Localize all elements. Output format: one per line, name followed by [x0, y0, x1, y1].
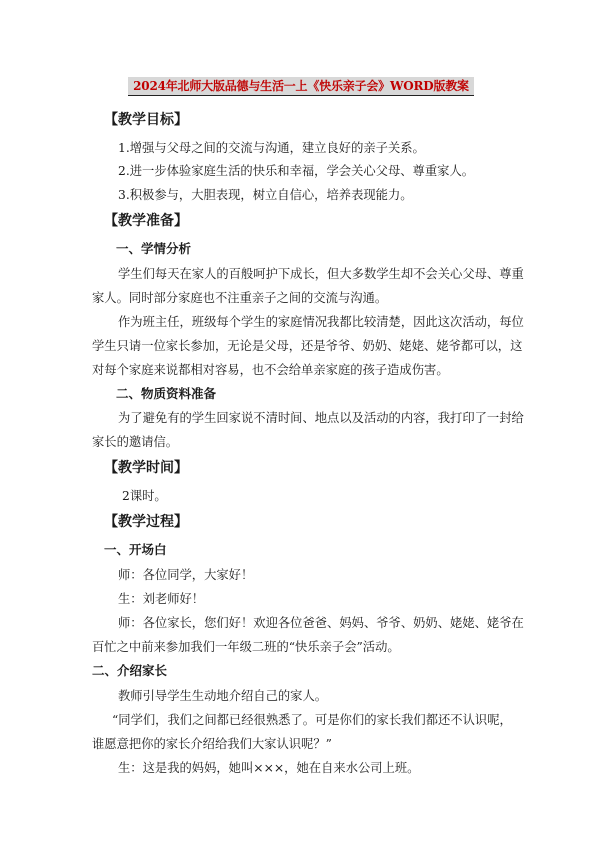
paragraph-line: 对每个家庭来说都相对容易，也不会给单亲家庭的孩子造成伤害。: [92, 363, 449, 377]
goal-item-3: 3.积极参与，大胆表现，树立自信心，培养表现能力。: [118, 188, 413, 202]
subheading-opening: 一、开场白: [104, 542, 167, 557]
subheading-introduce-parents: 二、介绍家长: [92, 663, 168, 678]
paragraph-line: 家人。同时部分家庭也不注重亲子之间的交流与沟通。: [92, 291, 388, 305]
section-heading-prep: 【教学准备】: [104, 213, 188, 229]
paragraph-line: 作为班主任，班级每个学生的家庭情况我都比较清楚，因此这次活动，每位: [118, 315, 524, 329]
dialogue-line: 生：刘老师好！: [118, 592, 205, 606]
dialogue-line: 师：各位同学，大家好！: [118, 568, 254, 582]
dialogue-line: 教师引导学生生动地介绍自己的家人。: [118, 689, 328, 703]
paragraph-line: 家长的邀请信。: [92, 435, 179, 449]
time-value: 2课时。: [122, 489, 167, 503]
section-heading-process: 【教学过程】: [104, 514, 188, 530]
dialogue-line: 师：各位家长，您们好！欢迎各位爸爸、妈妈、爷爷、奶奶、姥姥、姥爷在: [118, 616, 524, 630]
paragraph-line: 为了避免有的学生回家说不清时间、地点以及活动的内容，我打印了一封给: [118, 411, 524, 425]
dialogue-line: “同学们，我们之间都已经很熟悉了。可是你们的家长我们都还不认识呢，: [112, 713, 512, 727]
paragraph-line: 学生只请一位家长参加，无论是父母，还是爷爷、奶奶、姥姥、姥爷都可以，这: [92, 339, 523, 353]
dialogue-line: 谁愿意把你的家长介绍给我们大家认识呢？”: [92, 737, 332, 751]
goal-item-2: 2.进一步体验家庭生活的快乐和幸福，学会关心父母、尊重家人。: [118, 164, 475, 178]
subheading-learning-analysis: 一、学情分析: [116, 241, 192, 256]
subheading-materials: 二、物质资料准备: [116, 386, 217, 401]
dialogue-line: 生：这是我的妈妈，她叫×××，她在自来水公司上班。: [118, 761, 420, 775]
section-heading-time: 【教学时间】: [104, 460, 188, 476]
section-heading-goals: 【教学目标】: [104, 112, 188, 128]
goal-item-1: 1.增强与父母之间的交流与沟通，建立良好的亲子关系。: [118, 141, 425, 155]
document-title: 2024年北师大版品德与生活一上《快乐亲子会》WORD版教案: [128, 77, 474, 96]
dialogue-line: 百忙之中前来参加我们一年级二班的“快乐亲子会”活动。: [92, 640, 400, 654]
paragraph-line: 学生们每天在家人的百般呵护下成长，但大多数学生却不会关心父母、尊重: [118, 267, 524, 281]
